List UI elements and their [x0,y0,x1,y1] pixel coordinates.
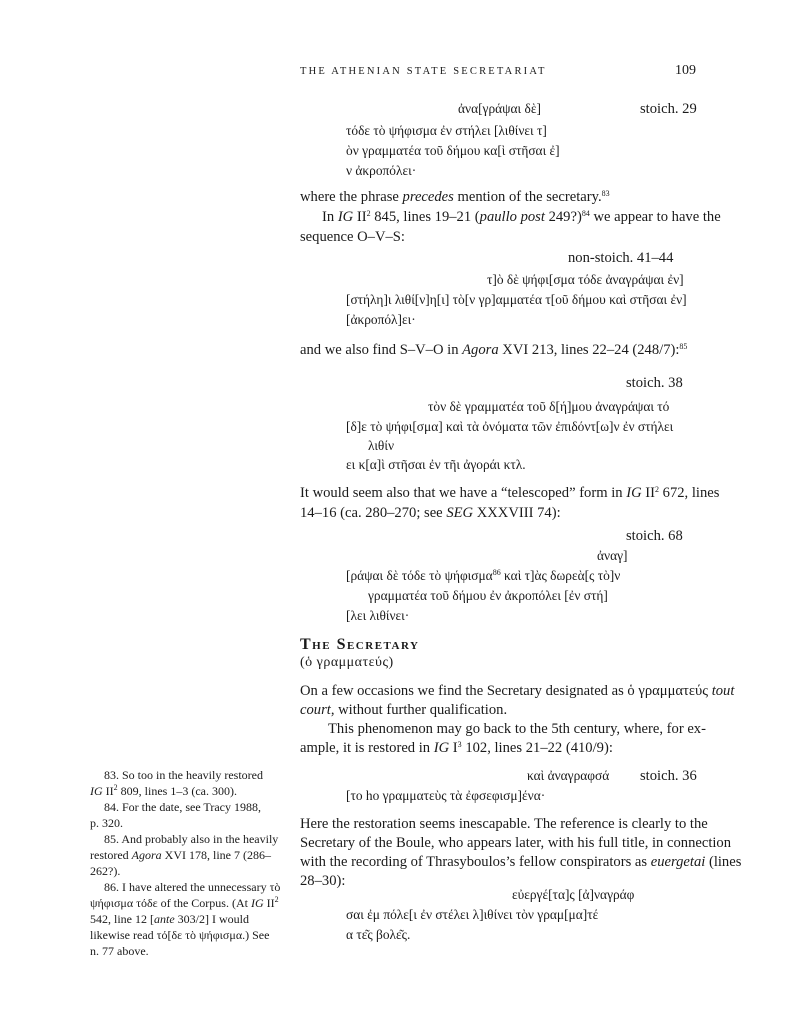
running-title: THE ATHENIAN STATE SECRETARIAT [300,66,547,77]
inscription-line: τὸν δὲ γραμματέα τοῦ δ[ή]μου ἀναγράψαι τό [428,399,670,414]
section-subtitle: (ὁ γραμματεύς) [300,655,394,670]
inscription-line: ἀναγ] [597,548,628,563]
body-paragraph-line: Secretary of the Boule, who appears later, with his full title, in connection [300,835,732,851]
body-paragraph: and we also find S–V–O in Agora XVI 213, lines 22–24 (248/7):$^{85}$ [300,342,688,358]
body-paragraph: In IG $II^2$ 845, lines 19–21 (paullo post 249?)$^{84}$ we appear to have the [322,209,721,225]
body-paragraph-line: 14–16 (ca. 280–270; see SEG XXXVIII 74): [300,505,561,521]
footnote-line: likewise read τό[δε τὸ ψήφισμα.) See [90,928,270,942]
footnote-line: IG $II^2$ 809, lines 1–3 (ca. 300). [90,783,237,798]
footnote-line: 542, line 12 [ante 303/2] I would [90,912,249,926]
inscription-line: [ἀκροπόλ]ει· [346,312,416,327]
stoichedon-label: non-stoich. 41–44 [568,250,674,266]
section-heading: The Secretary [300,636,420,653]
inscription-line: [δ]ε τὸ ψήφι[σμα] καὶ τὰ ὀνόματα τῶν ἐπιδόντ[ω]ν ἐν στήλει [346,419,674,434]
body-paragraph: On a few occasions we find the Secretary designated as ὁ γραμματεύς tout [300,683,735,699]
inscription-line: [ράψαι δὲ τόδε τὸ ψήφισμα$^{86}$ καὶ τ]ὰς δωρεὰ[ς τὸ]ν [346,568,621,583]
stoichedon-label: stoich. 68 [626,528,683,544]
footnote-line: p. 320. [90,816,123,830]
footnote-84: 84. For the date, see Tracy 1988, [104,800,261,814]
footnote-83: 83. So too in the heavily restored [104,768,263,782]
footnote-86: 86. I have altered the unnecessary τὸ [104,880,281,894]
body-paragraph: Here the restoration seems inescapable. The reference is clearly to the [300,816,708,832]
inscription-line: τόδε τὸ ψήφισμα ἐν στήλει [λιθίνει τ] [346,123,547,138]
stoichedon-label: stoich. 38 [626,375,683,391]
inscription-line: [λει λιθίνει· [346,608,410,623]
inscription-line: λιθίν [368,438,395,453]
body-paragraph: This phenomenon may go back to the 5th century, where, for ex- [328,721,706,737]
inscription-line: α τε͂ς βολε͂ς. [346,927,411,942]
inscription-line: ἀνα[γράψαι δὲ] [458,101,541,116]
footnote-85: 85. And probably also in the heavily [104,832,279,846]
body-paragraph: where the phrase precedes mention of the secretary.$^{83}$ [300,189,610,205]
stoichedon-label: stoich. 36 [640,768,697,784]
footnote-line: restored Agora XVI 178, line 7 (286– [90,848,271,862]
inscription-line: ει κ[α]ὶ στῆσαι ἐν τῆι ἀγοράι κτλ. [346,457,526,472]
inscription-line: εὐεργέ[τα]ς [ἀ]ναγράφ [512,887,635,902]
page-number: 109 [675,63,696,78]
inscription-line: ὸν γραμματέα τοῦ δήμου κα[ὶ στῆσαι ἐ] [346,143,560,158]
body-paragraph-line: 28–30): [300,873,346,889]
footnote-ref: 84 [581,209,590,218]
stoichedon-label: stoich. 29 [640,101,697,117]
footnote-line: ψήφισμα τόδε of the Corpus. (At IG $II^2$ [90,895,279,910]
inscription-line: τ]ὸ δὲ ψήφι[σμα τόδε ἀναγράψαι ἐν] [487,272,684,287]
body-paragraph-line: court, without further qualification. [300,702,508,718]
body-paragraph-line: sequence O–V–S: [300,229,405,245]
footnote-ref: 86 [492,568,501,577]
inscription-line: σαι ἐμ πόλε[ι ἐν στέλει λ]ιθίνει τὸν γραμ[μα]τέ [346,907,599,922]
inscription-line: καὶ ἀναγραφσά [527,768,610,783]
body-paragraph: It would seem also that we have a “telescoped” form in IG $II^2$ 672, lines [300,485,720,501]
footnote-line: 262?). [90,864,121,878]
inscription-line: ν ἀκροπόλει· [346,163,417,178]
footnote-ref: 83 [601,189,610,198]
footnote-line: n. 77 above. [90,944,149,958]
inscription-line: [το hο γραμματεὺς τὰ ἐφσεφισμ]ένα· [346,788,546,803]
body-paragraph-line: ample, it is restored in IG $I^3$ 102, lines 21–22 (410/9): [300,740,613,756]
inscription-line: γραμματέα τοῦ δήμου ἐν ἀκροπόλει [ἐν στή] [368,588,608,603]
footnote-ref: 85 [679,342,688,351]
inscription-line: [στήλη]ι λιθί[ν]η[ι] τὸ[ν γρ]αμματέα τ[οῦ δήμου καὶ στῆσαι ἐν] [346,292,687,307]
body-paragraph-line: with the recording of Thrasyboulos’s fellow conspirators as euergetai (lines [300,854,742,870]
